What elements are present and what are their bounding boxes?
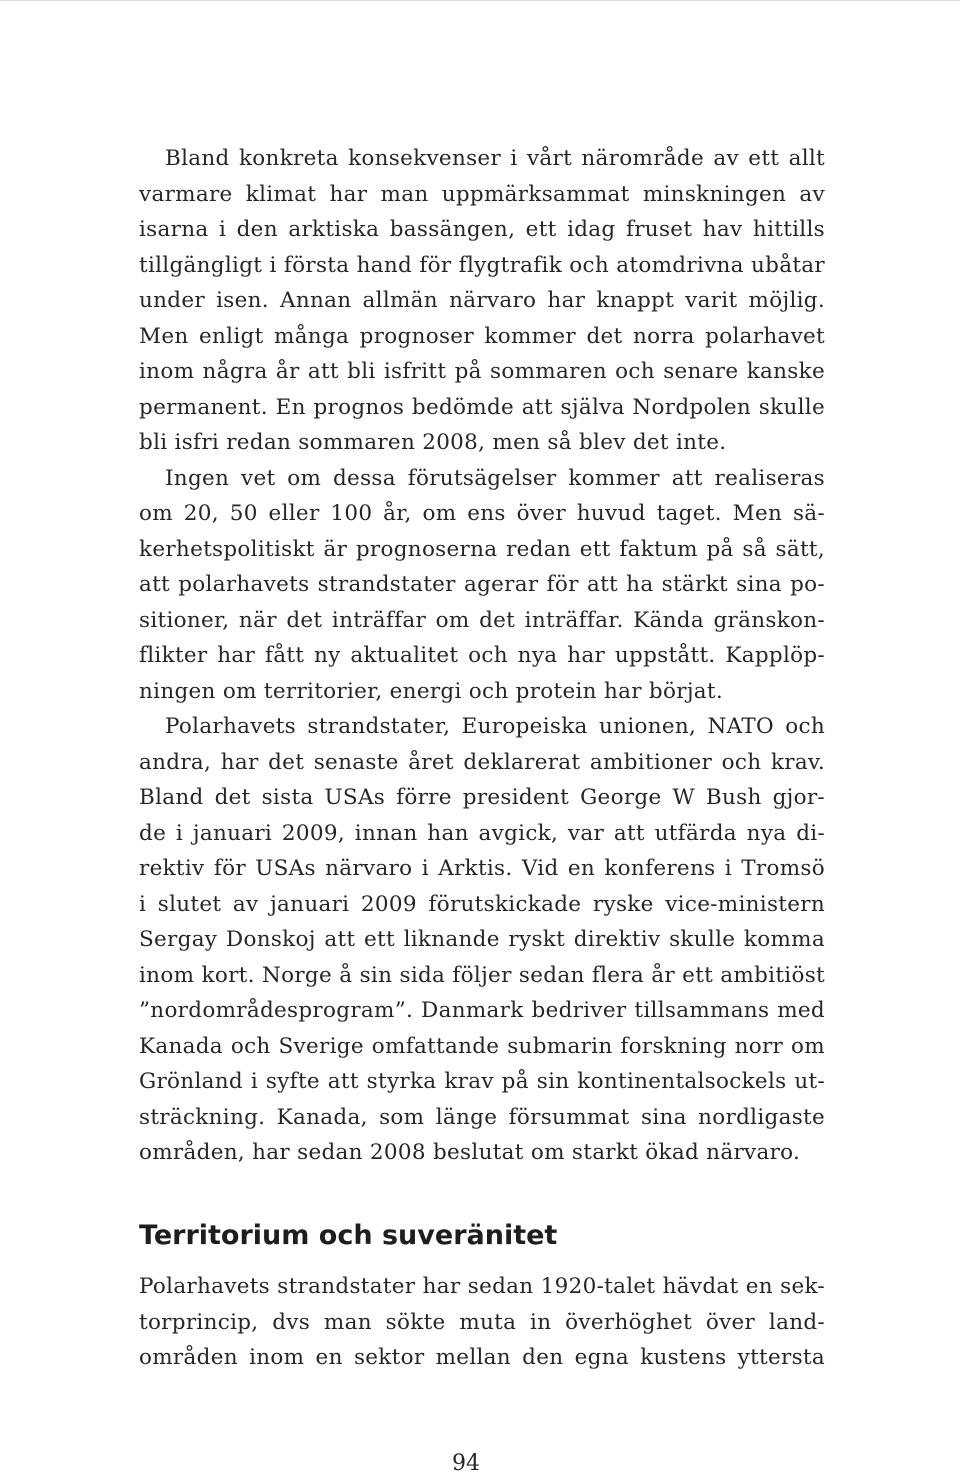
text-line: rektiv för USAs närvaro i Arktis. Vid en konferens i Tromsö bbox=[139, 856, 825, 881]
text-line: Bland konkreta konsekvenser i vårt närområde av ett allt bbox=[165, 146, 825, 171]
text-line: i slutet av januari 2009 förutskickade ryske vice-ministern bbox=[139, 891, 825, 917]
next-section-text bbox=[139, 1269, 825, 1376]
text-line: torprincip, dvs man sökte muta in överhöghet över land- bbox=[139, 1309, 825, 1335]
text-line: Bland det sista USAs förre president George W Bush gjor- bbox=[139, 785, 825, 810]
text-line: flikter har fått ny aktualitet och nya har uppstått. Kapplöp- bbox=[139, 643, 825, 668]
text-line: Ingen vet om dessa förutsägelser kommer att realiseras bbox=[165, 465, 825, 491]
text-line: områden, har sedan 2008 beslutat om starkt ökad närvaro. bbox=[139, 1140, 801, 1165]
text-line: Grönland i syfte att styrka krav på sin kontinentalsockels ut- bbox=[139, 1069, 825, 1094]
text-line: Sergay Donskoj att ett liknande ryskt direktiv skulle komma bbox=[139, 927, 825, 952]
text-line: permanent. En prognos bedömde att själva Nordpolen skulle bbox=[139, 394, 825, 420]
text-line: isarna i den arktiska bassängen, ett idag fruset hav hittills bbox=[139, 217, 825, 242]
text-line: de i januari 2009, innan han avgick, var att utfärda nya di- bbox=[139, 820, 825, 846]
text-line: andra, har det senaste året deklarerat ambitioner och krav. bbox=[139, 749, 825, 775]
page-number: 94 bbox=[452, 1451, 480, 1476]
text-line: områden inom en sektor mellan den egna kustens yttersta bbox=[139, 1345, 825, 1370]
text-line: inom några år att bli isfritt på sommaren och senare kanske bbox=[139, 359, 825, 384]
text-line: under isen. Annan allmän närvaro har knappt varit möjlig. bbox=[139, 288, 825, 313]
body-text-section bbox=[139, 141, 825, 1171]
page-top-rule bbox=[0, 0, 960, 1]
text-line: sitioner, när det inträffar om det inträffar. Kända gränskon- bbox=[139, 607, 825, 633]
text-line: bli isfri redan sommaren 2008, men så blev det inte. bbox=[139, 430, 727, 455]
text-line: Kanada och Sverige omfattande submarin forskning norr om bbox=[139, 1033, 825, 1059]
text-line: inom kort. Norge å sin sida följer sedan flera år ett ambitiöst bbox=[139, 962, 825, 988]
text-line: ”nordområdesprogram”. Danmark bedriver tillsammans med bbox=[139, 998, 825, 1023]
text-line: tillgängligt i första hand för flygtrafik och atomdrivna ubåtar bbox=[139, 252, 825, 278]
text-line: ningen om territorier, energi och protein har börjat. bbox=[139, 678, 723, 704]
text-line: Men enligt många prognoser kommer det norra polarhavet bbox=[139, 323, 825, 349]
text-line: sträckning. Kanada, som länge försummat sina nordligaste bbox=[139, 1104, 825, 1130]
text-line: att polarhavets strandstater agerar för att ha stärkt sina po- bbox=[139, 572, 825, 597]
text-line: Polarhavets strandstater, Europeiska unionen, NATO och bbox=[165, 714, 825, 739]
text-line: kerhetspolitiskt är prognoserna redan ett faktum på så sätt, bbox=[139, 536, 825, 562]
section-heading: Territorium och suveränitet bbox=[139, 1220, 558, 1251]
text-line: om 20, 50 eller 100 år, om ens över huvud taget. Men sä- bbox=[139, 501, 825, 526]
text-line: varmare klimat har man uppmärksammat minskningen av bbox=[139, 181, 825, 207]
text-line: Polarhavets strandstater har sedan 1920-talet hävdat en sek- bbox=[139, 1274, 825, 1299]
